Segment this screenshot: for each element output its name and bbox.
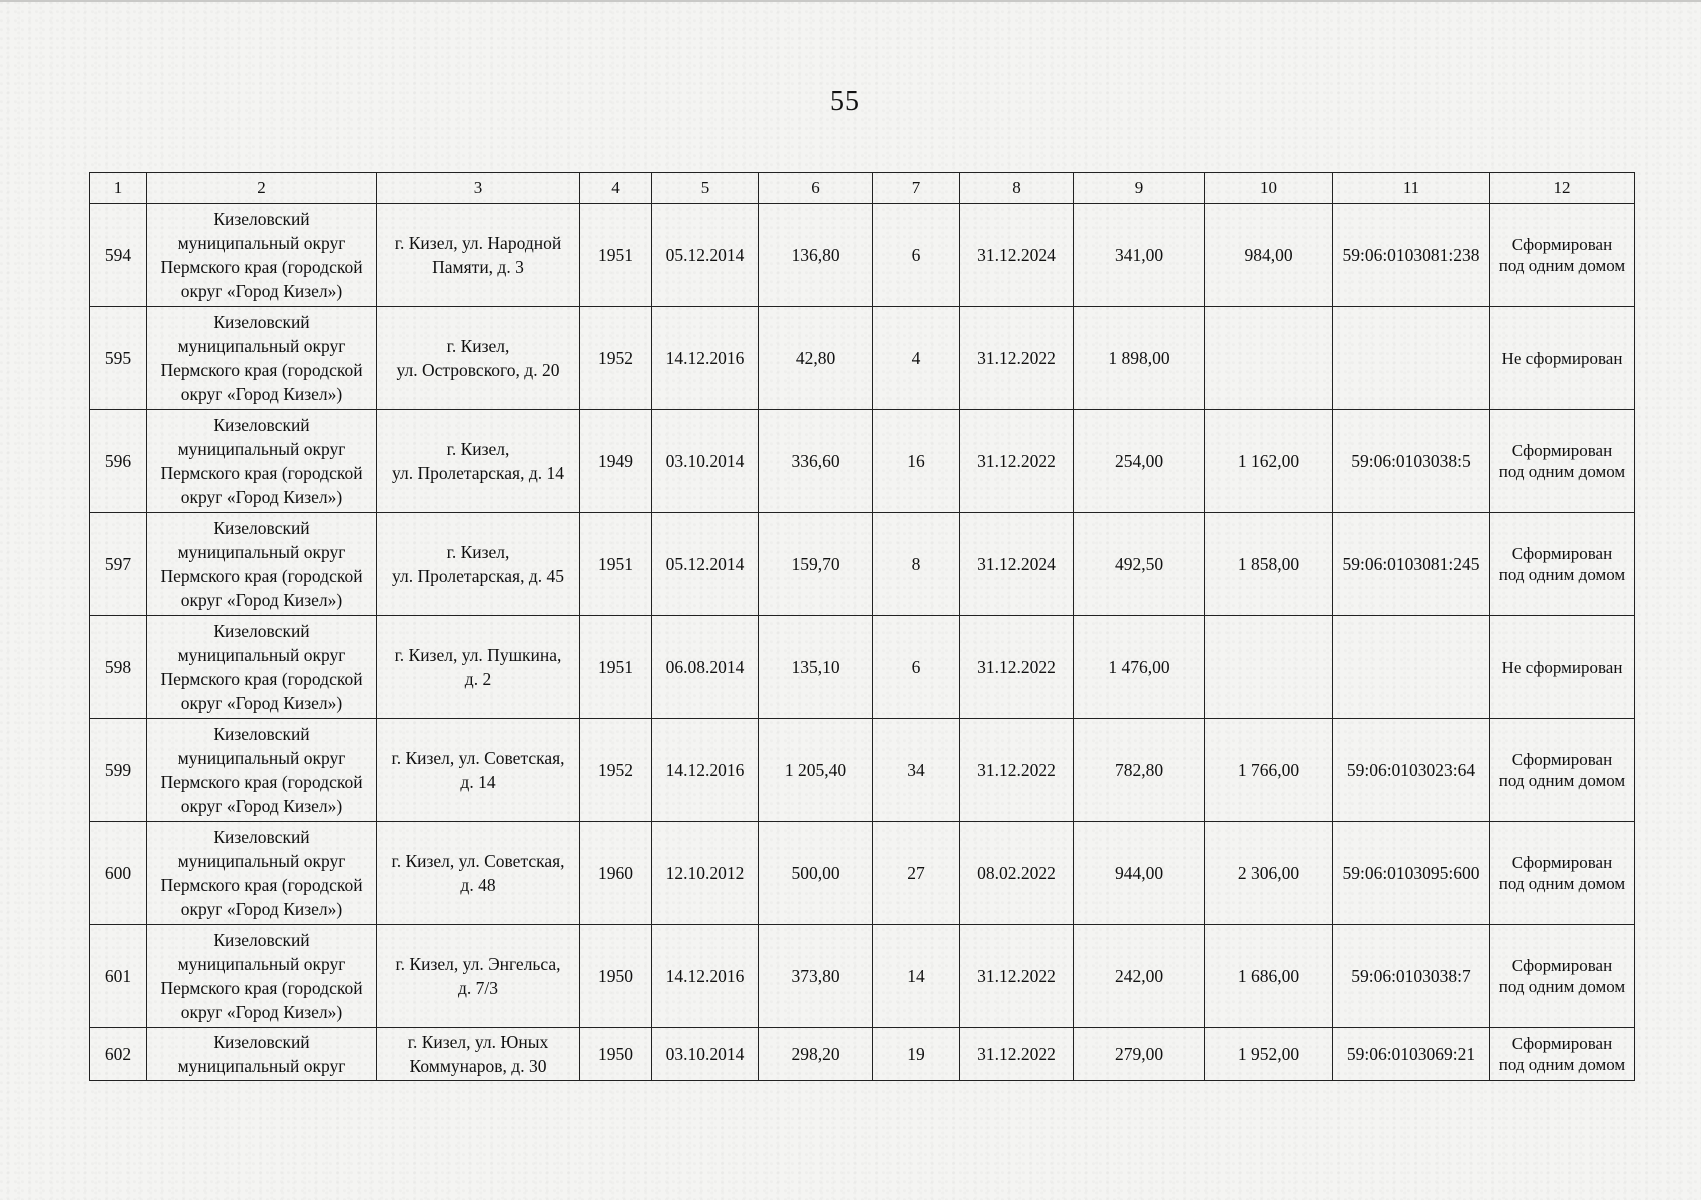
residents-count-cell: 6 — [873, 616, 960, 719]
municipality-line: округ «Город Кизел») — [180, 590, 343, 610]
address-line: д. 2 — [464, 669, 492, 689]
municipality-line: муниципальный округ — [177, 954, 346, 974]
municipality-line: Кизеловский — [213, 724, 310, 744]
build-year-cell: 1950 — [580, 925, 652, 1028]
value-col10-cell — [1205, 307, 1333, 410]
residents-count-cell: 4 — [873, 307, 960, 410]
header-cell: 4 — [580, 173, 652, 204]
address-line: г. Кизел, ул. Пушкина, — [394, 645, 562, 665]
header-cell: 3 — [377, 173, 580, 204]
address-line: г. Кизел, ул. Советская, — [391, 851, 565, 871]
cadastral-number-cell: 59:06:0103081:238 — [1333, 204, 1490, 307]
row-number-cell: 598 — [90, 616, 147, 719]
address-line: г. Кизел, ул. Народной — [394, 233, 562, 253]
recognition-date-cell: 14.12.2016 — [652, 307, 759, 410]
table-row — [90, 410, 1635, 513]
municipality-line: Кизеловский — [213, 209, 310, 229]
municipality-cell — [147, 719, 377, 822]
header-cell: 8 — [960, 173, 1074, 204]
land-status-cell — [1490, 307, 1635, 410]
row-number-cell: 594 — [90, 204, 147, 307]
build-year-cell: 1952 — [580, 307, 652, 410]
address-line: ул. Пролетарская, д. 14 — [392, 463, 564, 483]
header-cell: 11 — [1333, 173, 1490, 204]
municipality-line: муниципальный округ — [177, 1056, 346, 1076]
municipality-line: Кизеловский — [213, 415, 310, 435]
table-row — [90, 719, 1635, 822]
row-number-cell: 597 — [90, 513, 147, 616]
residents-count-cell: 8 — [873, 513, 960, 616]
value-col9-cell: 944,00 — [1074, 822, 1205, 925]
land-status-line: Сформирован — [1511, 750, 1613, 769]
land-status-line: под одним домом — [1498, 977, 1626, 996]
area-sqm-cell: 1 205,40 — [759, 719, 873, 822]
recognition-date-cell: 12.10.2012 — [652, 822, 759, 925]
address-cell — [377, 204, 580, 307]
table-row — [90, 513, 1635, 616]
address-line: д. 7/3 — [457, 978, 499, 998]
municipality-line: муниципальный округ — [177, 336, 346, 356]
land-status-line: Не сформирован — [1501, 348, 1623, 368]
land-status-line: Сформирован — [1511, 956, 1613, 975]
municipality-line: округ «Город Кизел») — [180, 487, 343, 507]
municipality-line: округ «Город Кизел») — [180, 281, 343, 301]
header-cell: 2 — [147, 173, 377, 204]
land-status-line: под одним домом — [1498, 462, 1626, 481]
cadastral-number-cell — [1333, 307, 1490, 410]
header-row — [90, 173, 1635, 204]
municipality-line: Пермского края (городской — [160, 978, 363, 998]
cadastral-number-cell: 59:06:0103038:5 — [1333, 410, 1490, 513]
municipality-cell — [147, 822, 377, 925]
row-number-cell: 596 — [90, 410, 147, 513]
land-status-line: Сформирован — [1511, 853, 1613, 872]
municipality-line: Кизеловский — [213, 518, 310, 538]
land-status-cell — [1490, 1028, 1635, 1081]
area-sqm-cell: 136,80 — [759, 204, 873, 307]
address-line: д. 48 — [460, 875, 496, 895]
municipality-line: муниципальный округ — [177, 542, 346, 562]
address-cell — [377, 616, 580, 719]
table-body — [90, 204, 1635, 1081]
cadastral-number-cell — [1333, 616, 1490, 719]
recognition-date-cell: 14.12.2016 — [652, 719, 759, 822]
address-cell — [377, 1028, 580, 1081]
address-line: ул. Островского, д. 20 — [396, 360, 560, 380]
municipality-line: муниципальный округ — [177, 439, 346, 459]
cadastral-number-cell: 59:06:0103023:64 — [1333, 719, 1490, 822]
area-sqm-cell: 373,80 — [759, 925, 873, 1028]
municipality-line: Кизеловский — [213, 1032, 310, 1052]
header-cell: 10 — [1205, 173, 1333, 204]
area-sqm-cell: 500,00 — [759, 822, 873, 925]
table-row — [90, 616, 1635, 719]
table-row — [90, 925, 1635, 1028]
build-year-cell: 1960 — [580, 822, 652, 925]
resettlement-deadline-cell: 31.12.2022 — [960, 1028, 1074, 1081]
table-row — [90, 307, 1635, 410]
address-line: д. 14 — [460, 772, 496, 792]
municipality-line: муниципальный округ — [177, 851, 346, 871]
area-sqm-cell: 135,10 — [759, 616, 873, 719]
residents-count-cell: 6 — [873, 204, 960, 307]
build-year-cell: 1952 — [580, 719, 652, 822]
land-status-line: Сформирован — [1511, 1034, 1613, 1053]
municipality-line: муниципальный округ — [177, 748, 346, 768]
recognition-date-cell: 14.12.2016 — [652, 925, 759, 1028]
land-status-cell — [1490, 822, 1635, 925]
municipality-line: Кизеловский — [213, 621, 310, 641]
value-col10-cell: 1 162,00 — [1205, 410, 1333, 513]
municipality-line: Пермского края (городской — [160, 463, 363, 483]
municipality-cell — [147, 204, 377, 307]
recognition-date-cell: 05.12.2014 — [652, 513, 759, 616]
resettlement-deadline-cell: 31.12.2022 — [960, 410, 1074, 513]
address-cell — [377, 822, 580, 925]
municipality-line: Пермского края (городской — [160, 669, 363, 689]
build-year-cell: 1951 — [580, 513, 652, 616]
municipality-cell — [147, 616, 377, 719]
residents-count-cell: 16 — [873, 410, 960, 513]
value-col9-cell: 1 476,00 — [1074, 616, 1205, 719]
value-col9-cell: 254,00 — [1074, 410, 1205, 513]
land-status-cell — [1490, 204, 1635, 307]
municipality-line: округ «Город Кизел») — [180, 693, 343, 713]
municipality-line: округ «Город Кизел») — [180, 796, 343, 816]
land-status-line: под одним домом — [1498, 256, 1626, 275]
land-status-cell — [1490, 719, 1635, 822]
municipality-cell — [147, 513, 377, 616]
area-sqm-cell: 159,70 — [759, 513, 873, 616]
resettlement-deadline-cell: 31.12.2022 — [960, 307, 1074, 410]
value-col9-cell: 242,00 — [1074, 925, 1205, 1028]
row-number-cell: 600 — [90, 822, 147, 925]
area-sqm-cell: 336,60 — [759, 410, 873, 513]
value-col10-cell: 984,00 — [1205, 204, 1333, 307]
address-line: г. Кизел, ул. Юных — [407, 1032, 549, 1052]
build-year-cell: 1950 — [580, 1028, 652, 1081]
row-number-cell: 602 — [90, 1028, 147, 1081]
land-status-line: под одним домом — [1498, 771, 1626, 790]
row-number-cell: 601 — [90, 925, 147, 1028]
address-cell — [377, 307, 580, 410]
municipality-line: Пермского края (городской — [160, 772, 363, 792]
municipality-line: Кизеловский — [213, 312, 310, 332]
row-number-cell: 599 — [90, 719, 147, 822]
build-year-cell: 1949 — [580, 410, 652, 513]
area-sqm-cell: 298,20 — [759, 1028, 873, 1081]
resettlement-deadline-cell: 31.12.2024 — [960, 513, 1074, 616]
value-col10-cell: 1 858,00 — [1205, 513, 1333, 616]
land-status-cell — [1490, 513, 1635, 616]
address-cell — [377, 719, 580, 822]
municipality-line: Пермского края (городской — [160, 360, 363, 380]
address-line: Памяти, д. 3 — [432, 257, 524, 277]
municipality-cell — [147, 1028, 377, 1081]
address-line: г. Кизел, ул. Советская, — [391, 748, 565, 768]
municipality-line: Кизеловский — [213, 930, 310, 950]
value-col10-cell: 1 686,00 — [1205, 925, 1333, 1028]
address-line: г. Кизел, — [446, 336, 510, 356]
municipality-line: округ «Город Кизел») — [180, 384, 343, 404]
residents-count-cell: 34 — [873, 719, 960, 822]
header-cell: 12 — [1490, 173, 1635, 204]
cadastral-number-cell: 59:06:0103095:600 — [1333, 822, 1490, 925]
address-cell — [377, 513, 580, 616]
build-year-cell: 1951 — [580, 616, 652, 719]
area-sqm-cell: 42,80 — [759, 307, 873, 410]
value-col10-cell: 2 306,00 — [1205, 822, 1333, 925]
municipality-cell — [147, 410, 377, 513]
land-status-line: Сформирован — [1511, 441, 1613, 460]
address-line: г. Кизел, — [446, 542, 510, 562]
value-col9-cell: 492,50 — [1074, 513, 1205, 616]
recognition-date-cell: 05.12.2014 — [652, 204, 759, 307]
municipality-line: округ «Город Кизел») — [180, 899, 343, 919]
land-status-cell — [1490, 925, 1635, 1028]
resettlement-deadline-cell: 08.02.2022 — [960, 822, 1074, 925]
cadastral-number-cell: 59:06:0103038:7 — [1333, 925, 1490, 1028]
municipality-line: округ «Город Кизел») — [180, 1002, 343, 1022]
resettlement-deadline-cell: 31.12.2022 — [960, 925, 1074, 1028]
recognition-date-cell: 03.10.2014 — [652, 410, 759, 513]
residents-count-cell: 27 — [873, 822, 960, 925]
land-status-cell — [1490, 410, 1635, 513]
address-line: Коммунаров, д. 30 — [409, 1056, 547, 1076]
scan-top-edge — [0, 0, 1701, 2]
row-number-cell: 595 — [90, 307, 147, 410]
municipality-line: муниципальный округ — [177, 233, 346, 253]
municipality-line: Пермского края (городской — [160, 566, 363, 586]
municipality-line: Пермского края (городской — [160, 257, 363, 277]
value-col9-cell: 341,00 — [1074, 204, 1205, 307]
recognition-date-cell: 03.10.2014 — [652, 1028, 759, 1081]
land-status-line: Не сформирован — [1501, 657, 1623, 677]
land-status-cell — [1490, 616, 1635, 719]
land-status-line: под одним домом — [1498, 1055, 1626, 1074]
header-cell: 1 — [90, 173, 147, 204]
header-cell: 9 — [1074, 173, 1205, 204]
table-row — [90, 822, 1635, 925]
municipality-cell — [147, 925, 377, 1028]
header-cell: 5 — [652, 173, 759, 204]
municipality-line: муниципальный округ — [177, 645, 346, 665]
resettlement-deadline-cell: 31.12.2022 — [960, 719, 1074, 822]
land-status-line: Сформирован — [1511, 544, 1613, 563]
land-status-line: под одним домом — [1498, 565, 1626, 584]
header-cell: 7 — [873, 173, 960, 204]
table-row — [90, 1028, 1635, 1081]
value-col9-cell: 279,00 — [1074, 1028, 1205, 1081]
header-cell: 6 — [759, 173, 873, 204]
address-line: г. Кизел, ул. Энгельса, — [395, 954, 561, 974]
build-year-cell: 1951 — [580, 204, 652, 307]
value-col10-cell — [1205, 616, 1333, 719]
municipality-line: Кизеловский — [213, 827, 310, 847]
recognition-date-cell: 06.08.2014 — [652, 616, 759, 719]
value-col9-cell: 782,80 — [1074, 719, 1205, 822]
resettlement-deadline-cell: 31.12.2022 — [960, 616, 1074, 719]
table-row — [90, 204, 1635, 307]
municipality-line: Пермского края (городской — [160, 875, 363, 895]
municipality-cell — [147, 307, 377, 410]
cadastral-number-cell: 59:06:0103081:245 — [1333, 513, 1490, 616]
page-number: 55 — [830, 86, 860, 117]
value-col10-cell: 1 766,00 — [1205, 719, 1333, 822]
value-col9-cell: 1 898,00 — [1074, 307, 1205, 410]
address-cell — [377, 410, 580, 513]
address-line: ул. Пролетарская, д. 45 — [392, 566, 564, 586]
cadastral-number-cell: 59:06:0103069:21 — [1333, 1028, 1490, 1081]
address-line: г. Кизел, — [446, 439, 510, 459]
residents-count-cell: 19 — [873, 1028, 960, 1081]
value-col10-cell: 1 952,00 — [1205, 1028, 1333, 1081]
resettlement-deadline-cell: 31.12.2024 — [960, 204, 1074, 307]
residents-count-cell: 14 — [873, 925, 960, 1028]
address-cell — [377, 925, 580, 1028]
registry-table — [89, 172, 1635, 1081]
land-status-line: Сформирован — [1511, 235, 1613, 254]
land-status-line: под одним домом — [1498, 874, 1626, 893]
